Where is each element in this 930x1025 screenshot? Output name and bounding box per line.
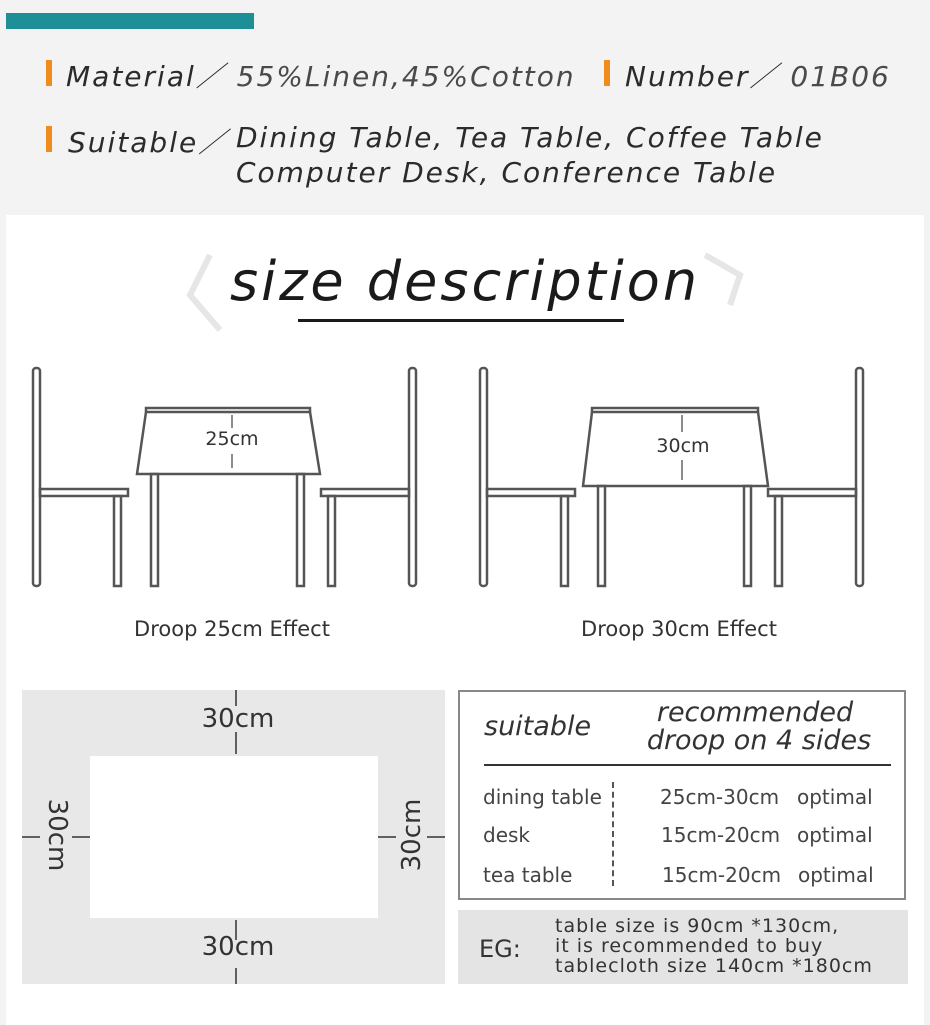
number-marker — [604, 60, 610, 86]
table-row-range: 25cm-30cm — [660, 785, 780, 809]
material-separator: ／ — [195, 60, 226, 93]
example-line3: tablecloth size 140cm *180cm — [555, 955, 873, 977]
square-left-label: 30cm — [42, 798, 72, 872]
droop-30-measure: 30cm — [656, 435, 710, 457]
droop-30-caption: Droop 30cm Effect — [581, 617, 777, 641]
square-bottom-label: 30cm — [201, 932, 275, 962]
suitable-value-line1: Dining Table, Tea Table, Coffee Table — [236, 121, 824, 154]
table-header-recommended: recommended — [656, 697, 854, 728]
material-value: 55%Linen,45%Cotton — [236, 60, 576, 93]
suitable-label-line — [68, 121, 228, 161]
title-underline — [298, 319, 624, 322]
table-row-note: optimal — [797, 823, 873, 847]
example-line2: it is recommended to buy — [555, 935, 824, 957]
square-top-label: 30cm — [201, 704, 275, 734]
suitable-marker — [46, 126, 52, 152]
number-line — [625, 55, 891, 95]
table-row-name: dining table — [483, 785, 602, 809]
number-label: Number — [625, 60, 750, 93]
material-marker — [46, 60, 52, 86]
number-value: 01B06 — [790, 60, 891, 93]
material-label: Material — [66, 60, 196, 93]
table-header-droop: droop on 4 sides — [646, 725, 872, 756]
table-row-range: 15cm-20cm — [661, 823, 781, 847]
table-column-divider — [612, 782, 614, 886]
top-accent-bar — [6, 13, 254, 29]
number-separator: ／ — [749, 60, 780, 93]
square-right-label: 30cm — [397, 798, 427, 872]
table-row-name: tea table — [483, 863, 573, 887]
suitable-label: Suitable — [68, 126, 199, 159]
table-row-name: desk — [483, 823, 531, 847]
droop-25-diagram — [20, 360, 440, 600]
example-text — [555, 916, 873, 976]
droop-25-caption: Droop 25cm Effect — [134, 617, 330, 641]
example-line1: table size is 90cm *130cm, — [555, 915, 840, 937]
table-row-range: 15cm-20cm — [662, 863, 782, 887]
table-header-rule — [484, 764, 891, 766]
table-row-note: optimal — [797, 785, 873, 809]
droop-30-diagram — [466, 360, 886, 600]
droop-25-measure: 25cm — [205, 428, 259, 450]
table-row-note: optimal — [798, 863, 874, 887]
example-label: EG: — [479, 935, 521, 963]
page-title: size description — [229, 250, 701, 313]
suitable-value-line2: Computer Desk, Conference Table — [236, 156, 778, 189]
table-header-suitable: suitable — [484, 711, 592, 742]
material-line — [66, 55, 576, 95]
suitable-separator: ／ — [198, 126, 229, 159]
